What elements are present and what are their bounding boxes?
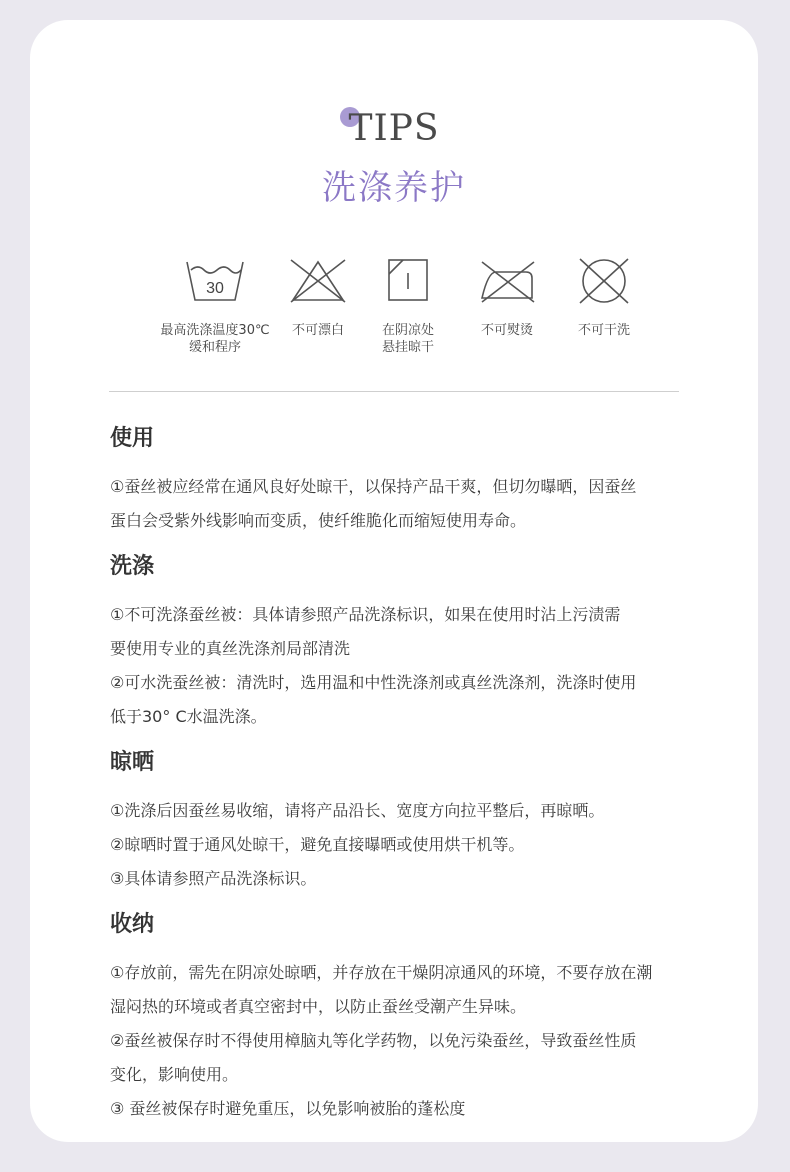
section-text: 低于30° C水温洗涤。 — [110, 707, 267, 726]
section-title: 洗涤 — [110, 554, 155, 579]
section-use — [110, 424, 710, 538]
section-text: 蛋白会受紫外线影响而变质，使纤维脆化而缩短使用寿命。 — [110, 511, 527, 530]
section-text: ②可水洗蚕丝被：清洗时，选用温和中性洗涤剂或真丝洗涤剂，洗涤时使用 — [110, 673, 637, 692]
no-iron-icon — [476, 256, 538, 306]
divider — [109, 391, 679, 392]
section-text: ①蚕丝被应经常在通风良好处晾干，以保持产品干爽，但切勿曝晒，因蚕丝 — [110, 477, 637, 496]
line-dry-shade-icon — [377, 256, 439, 306]
section-title: 晾晒 — [110, 750, 155, 775]
care-label-no-bleach: 不可漂白 — [291, 323, 344, 338]
section-text: ②晾晒时置于通风处晾干，避免直接曝晒或使用烘干机等。 — [110, 835, 525, 854]
care-card — [30, 20, 758, 1142]
wash-30-icon — [184, 256, 246, 306]
section-text: 变化，影响使用。 — [110, 1065, 239, 1084]
no-dryclean-icon — [573, 256, 635, 306]
section-dry — [110, 748, 710, 896]
section-text: ③ 蚕丝被保存时避免重压，以免影响被胎的蓬松度 — [110, 1099, 466, 1118]
svg-text:30: 30 — [206, 280, 224, 297]
care-label-no-iron: 不可熨烫 — [480, 323, 533, 338]
care-label-line-dry: 在阴凉处 悬挂晾干 — [381, 323, 434, 355]
section-text: ①洗涤后因蚕丝易收缩，请将产品沿长、宽度方向拉平整后，再晾晒。 — [110, 801, 605, 820]
tips-title: TIPS — [348, 108, 440, 149]
section-text: ③具体请参照产品洗涤标识。 — [110, 869, 317, 888]
section-text: ②蚕丝被保存时不得使用樟脑丸等化学药物，以免污染蚕丝，导致蚕丝性质 — [110, 1031, 637, 1050]
section-wash — [110, 552, 710, 734]
care-subtitle: 洗涤养护 — [322, 168, 466, 208]
section-text: ①存放前，需先在阴凉处晾晒，并存放在干燥阴凉通风的环境，不要存放在潮 — [110, 963, 653, 982]
care-sections — [110, 424, 710, 1140]
care-icons-row — [30, 256, 758, 366]
section-storage — [110, 910, 710, 1126]
section-text: ①不可洗涤蚕丝被：具体请参照产品洗涤标识，如果在使用时沾上污渍需 — [110, 605, 621, 624]
section-title: 收纳 — [110, 912, 155, 937]
section-title: 使用 — [110, 426, 155, 451]
section-text: 湿闷热的环境或者真空密封中，以防止蚕丝受潮产生异味。 — [110, 997, 527, 1016]
care-item-no-dryclean — [539, 256, 669, 339]
care-label-wash: 最高洗涤温度30℃ 缓和程序 — [160, 323, 270, 355]
section-text: 要使用专业的真丝洗涤剂局部清洗 — [110, 639, 351, 658]
no-bleach-icon — [287, 256, 349, 306]
care-label-no-dryclean: 不可干洗 — [577, 323, 630, 338]
